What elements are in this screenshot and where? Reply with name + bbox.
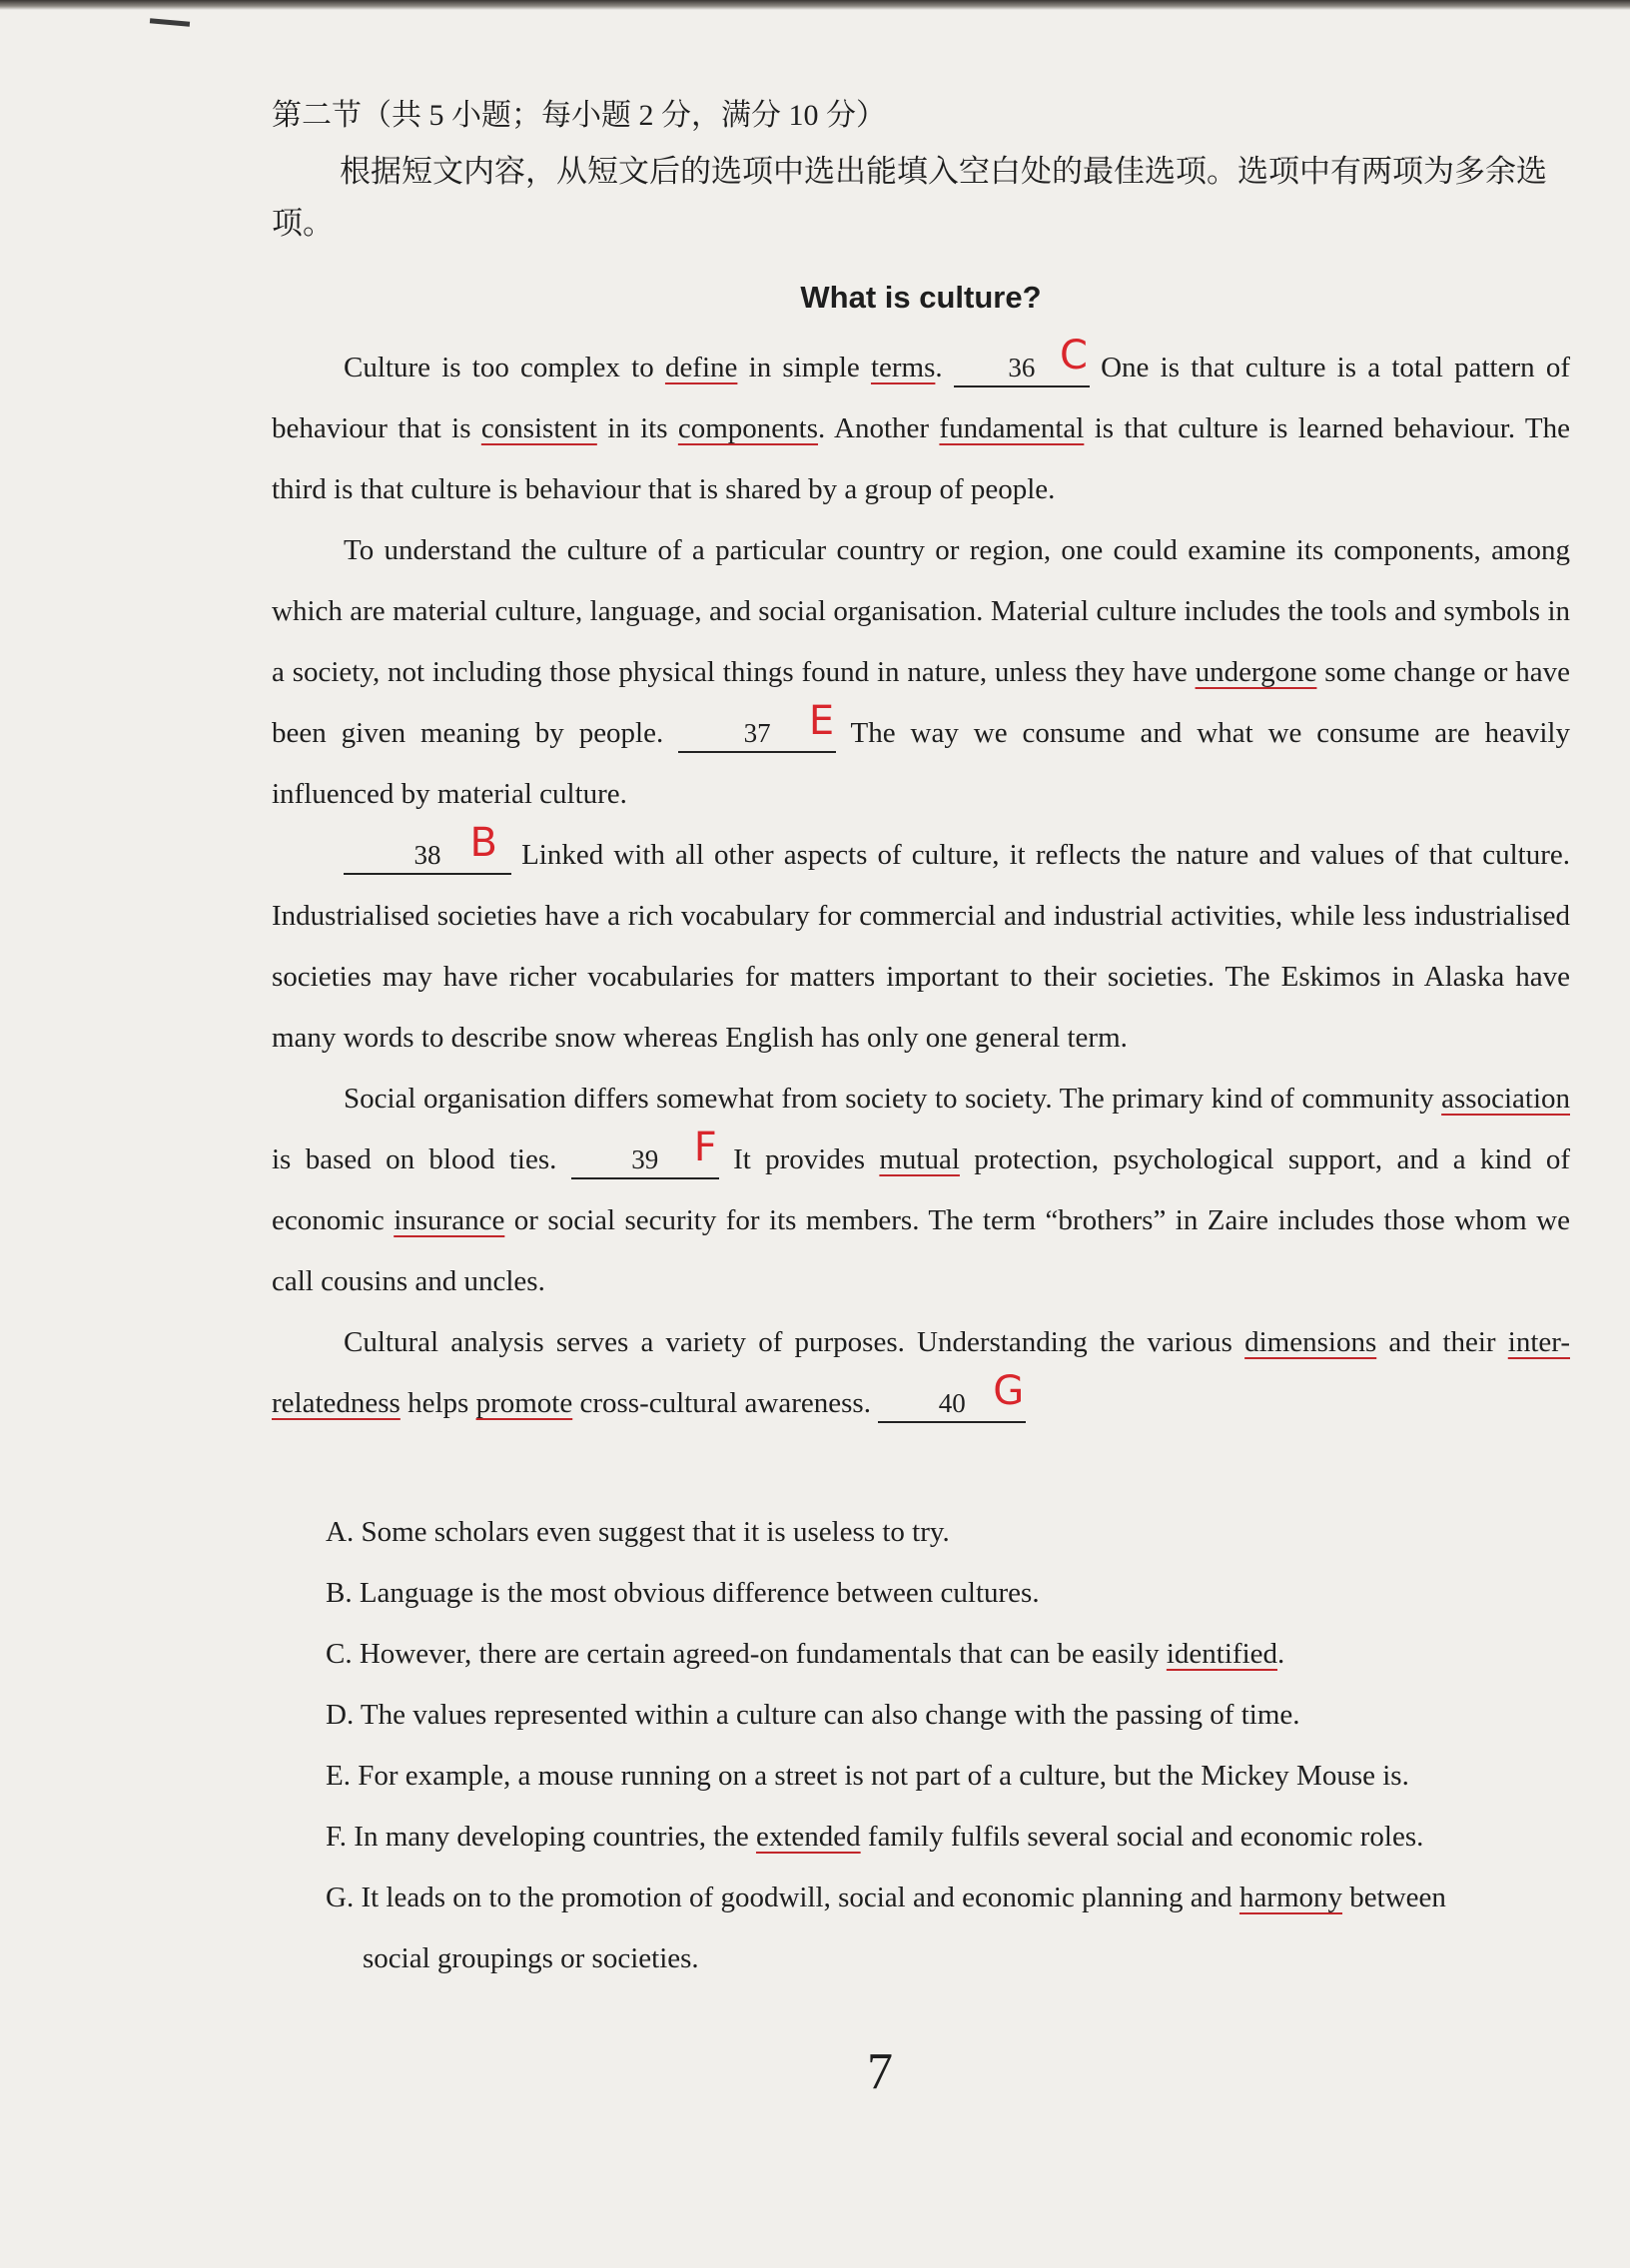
underlined-word: mutual bbox=[879, 1143, 960, 1175]
option-d: D. The values represented within a culture can also change with the passing of time. bbox=[326, 1699, 1300, 1731]
option-f: F. In many developing countries, the extended family fulfils several social and economic roles. bbox=[326, 1821, 1424, 1853]
underlined-word: identified bbox=[1166, 1638, 1278, 1670]
underlined-word: components bbox=[677, 412, 819, 444]
options-list bbox=[272, 1502, 1570, 1989]
answer-blank-38[interactable]: 38 B bbox=[344, 837, 511, 875]
scan-top-edge bbox=[0, 0, 1630, 10]
underlined-word: undergone bbox=[1195, 656, 1317, 688]
page-number: 7 bbox=[867, 2043, 893, 2100]
option-b: B. Language is the most obvious difference between cultures. bbox=[326, 1577, 1040, 1609]
underlined-word: association bbox=[1441, 1083, 1570, 1115]
option-e: E. For example, a mouse running on a street is not part of a culture, but the Mickey Mouse is. bbox=[326, 1760, 1409, 1792]
instruction-text: 根据短文内容，从短文后的选项中选出能填入空白处的最佳选项。选项中有两项为多余选项。 bbox=[272, 154, 1547, 242]
option-c: C. However, there are certain agreed-on fundamentals that can be easily identified. bbox=[326, 1638, 1285, 1670]
scan-mark bbox=[150, 18, 190, 26]
option-g: G. It leads on to the promotion of goodwill, social and economic planning and harmony between bbox=[326, 1882, 1446, 1913]
section-heading: 第二节（共 5 小题；每小题 2 分，满分 10 分） bbox=[272, 99, 886, 132]
underlined-word: harmony bbox=[1238, 1882, 1343, 1913]
worksheet-page bbox=[272, 90, 1570, 1989]
underlined-word: terms bbox=[870, 352, 936, 383]
option-a: A. Some scholars even suggest that it is useless to try. bbox=[326, 1516, 950, 1548]
option-g-continued: social groupings or societies. bbox=[363, 1942, 699, 1974]
handwritten-answer: B bbox=[469, 820, 497, 866]
answer-blank-40[interactable]: 40 G bbox=[878, 1385, 1026, 1423]
paragraph-4: Social organisation differs somewhat from society to society. The primary kind of community association is based on blood ties. 39 F It provides mutual protection, psychological support, and a kind of economic insurance or social security for its members. The term “brothers” in Zaire includes those whom we call cousins and uncles. bbox=[272, 1083, 1570, 1297]
paragraph-5: Cultural analysis serves a variety of purposes. Understanding the various dimensions and their inter-relatedness helps promote cross-cultural awareness. 40 G bbox=[272, 1312, 1570, 1434]
underlined-word: consistent bbox=[480, 412, 597, 444]
handwritten-answer: C bbox=[1059, 333, 1088, 378]
handwritten-answer: E bbox=[808, 698, 835, 744]
underlined-word: fundamental bbox=[939, 412, 1085, 444]
underlined-word: inter-relatedness bbox=[272, 1326, 1570, 1419]
underlined-word: promote bbox=[475, 1387, 573, 1419]
underlined-word: extended bbox=[755, 1821, 861, 1853]
handwritten-answer: F bbox=[693, 1125, 717, 1170]
answer-blank-37[interactable]: 37 E bbox=[678, 715, 836, 753]
underlined-word: define bbox=[664, 352, 738, 383]
paragraph-3: 38 B Linked with all other aspects of culture, it reflects the nature and values of that culture. Industrialised societies have a rich vocabulary for commercial and industrial activities, while less industrialised societies may have richer vocabularies for matters important to their societies. The Eskimos in Alaska have many words to describe snow whereas English has only one general term. bbox=[272, 820, 1570, 1054]
passage-title: What is culture? bbox=[800, 280, 1042, 315]
underlined-word: dimensions bbox=[1244, 1326, 1377, 1358]
answer-blank-39[interactable]: 39 F bbox=[571, 1141, 719, 1179]
answer-blank-36[interactable]: 36 C bbox=[954, 350, 1090, 387]
underlined-word: insurance bbox=[394, 1204, 505, 1236]
paragraph-2: To understand the culture of a particular country or region, one could examine its components, among which are material culture, language, and social organisation. Material culture includes the tools and symbols in a society, not including those physical things found in nature, unless they have undergone some change or have been given meaning by people. 37 E The way we consume and what we consume are heavily influenced by material culture. bbox=[272, 534, 1570, 810]
paragraph-1: Culture is too complex to define in simple terms. 36 C One is that culture is a total pattern of behaviour that is consistent in its components. Another fundamental is that culture is learned behaviour. The third is that culture is behaviour that is shared by a group of people. bbox=[272, 333, 1571, 505]
handwritten-answer: G bbox=[993, 1368, 1025, 1414]
